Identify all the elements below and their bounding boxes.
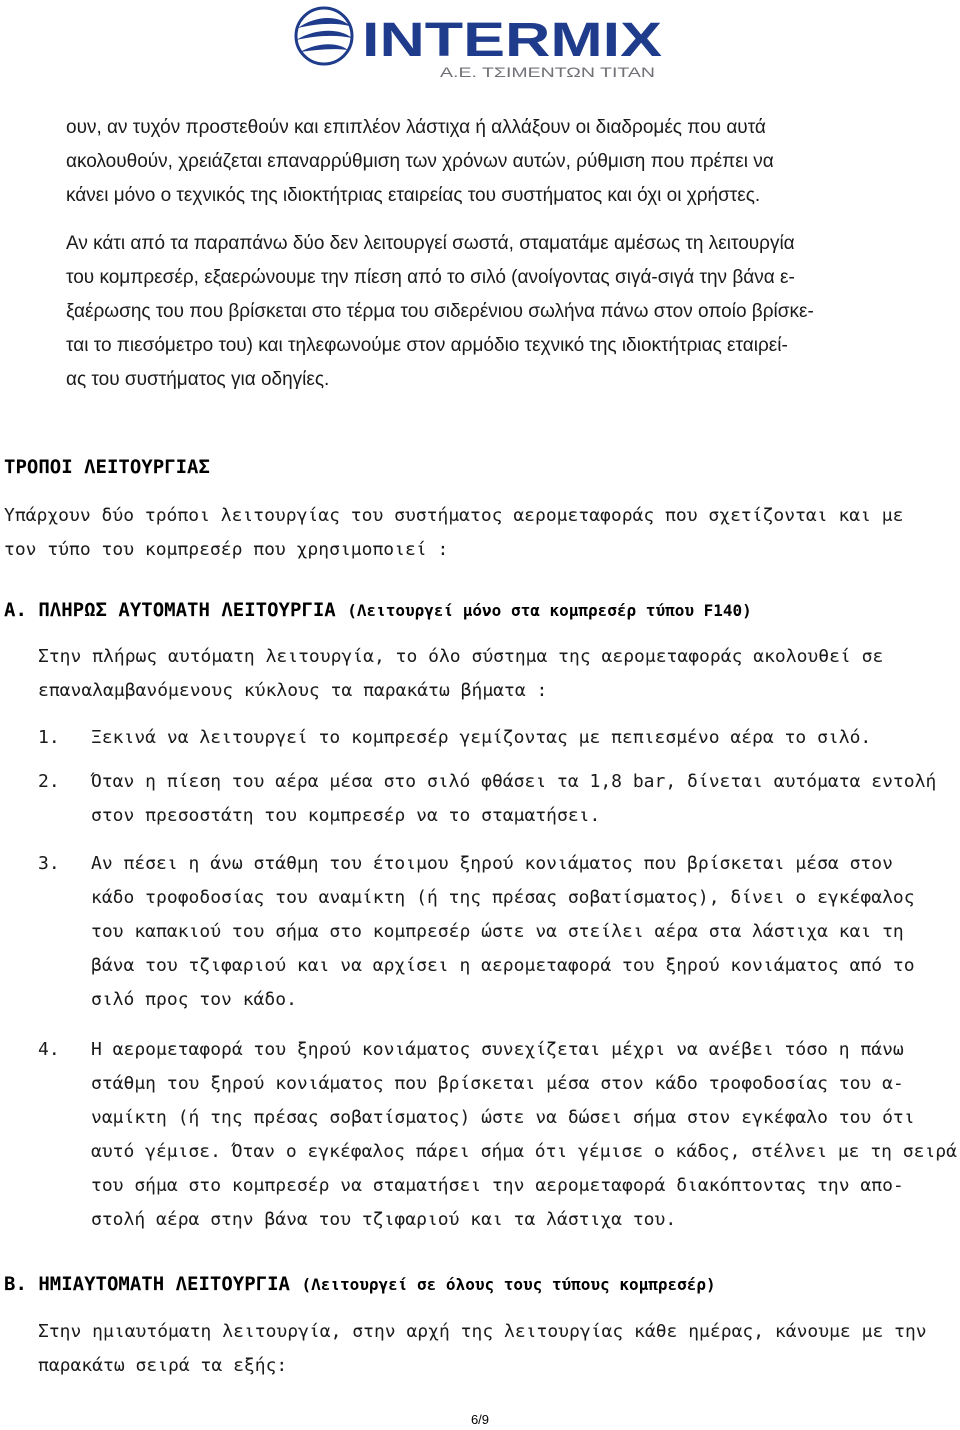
text-line: ται το πιεσόμετρο του) και τηλεφωνούμε στον αρμόδιο τεχνικό της ιδιοκτήτριας εταιρεί- [66, 335, 788, 356]
text-line: στολή αέρα στην βάνα του τζιφαριού και τα λάστιχα του. [91, 1209, 677, 1230]
warning-paragraph [66, 227, 928, 397]
logo-brand: INTERMIX [362, 14, 662, 67]
text-line: τον τύπο του κομπρεσέρ που χρησιμοποιεί : [4, 539, 449, 560]
text-line: του κομπρεσέρ, εξαερώνουμε την πίεση από το σιλό (ανοίγοντας σιγά-σιγά την βάνα ε- [66, 267, 795, 288]
step-2-text [91, 765, 957, 833]
text-line: επαναλαμβανόμενους κύκλους τα παρακάτω βήματα : [38, 680, 548, 701]
mode-a-subtitle: (Λειτουργεί μόνο στα κομπρεσέρ τύπου F140) [347, 601, 752, 620]
mode-b-intro [38, 1315, 958, 1383]
step-4-text [91, 1033, 957, 1237]
text-line: Αν πέσει η άνω στάθμη του έτοιμου ξηρού κονιάματος που βρίσκεται μέσα στον [91, 853, 893, 874]
mode-b-subtitle: (Λειτουργεί σε όλους τους τύπους κομπρεσέρ) [301, 1275, 716, 1294]
text-line: ναμίκτη (ή της πρέσας σοβατίσματος) ώστε να δώσει σήμα στον εγκέφαλο του ότι [91, 1107, 915, 1128]
mode-b-title: Β. ΗΜΙΑΥΤΟΜΑΤΗ ΛΕΙΤΟΥΡΓΙΑ [4, 1273, 290, 1295]
mode-a-intro [38, 640, 958, 708]
text-line: σιλό προς τον κάδο. [91, 989, 297, 1010]
text-line: ακολουθούν, χρειάζεται επαναρρύθμιση των χρόνων αυτών, ρύθμιση που πρέπει να [66, 151, 774, 172]
text-line: του σήμα στο κομπρεσέρ να σταματήσει την αερομεταφορά διακόπτοντας την απο- [91, 1175, 904, 1196]
text-line: Όταν η πίεση του αέρα μέσα στο σιλό φθάσει τα 1,8 bar, δίνεται αυτόματα εντολή [91, 771, 937, 792]
mode-a-heading [4, 599, 752, 621]
text-line: Στην ημιαυτόματη λειτουργία, στην αρχή της λειτουργίας κάθε ημέρας, κάνουμε με την [38, 1321, 927, 1342]
text-line: Η αερομεταφορά του ξηρού κονιάματος συνεχίζεται μέχρι να ανέβει τόσο η πάνω [91, 1039, 904, 1060]
section-intro [4, 499, 954, 567]
intro-paragraph [66, 111, 928, 213]
text-line: στον πρεσοστάτη του κομπρεσέρ να το σταματήσει. [91, 805, 601, 826]
mode-b-heading [4, 1273, 716, 1295]
step-3-text [91, 847, 957, 1017]
text-line: Στην πλήρως αυτόματη λειτουργία, το όλο σύστημα της αερομεταφοράς ακολουθεί σε [38, 646, 884, 667]
mode-a-title: Α. ΠΛΗΡΩΣ ΑΥΤΟΜΑΤΗ ΛΕΙΤΟΥΡΓΙΑ [4, 599, 336, 621]
text-line: βάνα του τζιφαριού και να αρχίσει η αερομεταφορά του ξηρού κονιάματος από το [91, 955, 915, 976]
page-number: 6/9 [470, 1412, 490, 1427]
text-line: κάνει μόνο ο τεχνικός της ιδιοκτήτριας εταιρείας του συστήματος και όχι οι χρήστες. [66, 185, 761, 206]
text-line: του καπακιού του σήμα στο κομπρεσέρ ώστε να στείλει αέρα στα λάστιχα και τη [91, 921, 904, 942]
text-line: Ξεκινά να λειτουργεί το κομπρεσέρ γεμίζοντας με πεπιεσμένο αέρα το σιλό. [91, 727, 872, 748]
globe-icon [296, 8, 352, 64]
section-title: ΤΡΟΠΟΙ ΛΕΙΤΟΥΡΓΙΑΣ [4, 456, 210, 478]
intermix-logo [290, 0, 690, 82]
step-number: 3. [38, 853, 60, 874]
text-line: παρακάτω σειρά τα εξής: [38, 1355, 288, 1376]
step-number: 4. [38, 1039, 60, 1060]
text-line: κάδο τροφοδοσίας του αναμίκτη (ή της πρέσας σοβατίσματος), δίνει ο εγκέφαλος [91, 887, 915, 908]
step-number: 2. [38, 771, 60, 792]
step-1-text [91, 721, 957, 755]
text-line: ας του συστήματος για οδηγίες. [66, 369, 330, 390]
text-line: αυτό γέμισε. Όταν ο εγκέφαλος πάρει σήμα ότι γέμισε ο κάδος, στέλνει με τη σειρά [91, 1141, 957, 1162]
text-line: στάθμη του ξηρού κονιάματος που βρίσκεται μέσα στον κάδο τροφοδοσίας του α- [91, 1073, 904, 1094]
text-line: Αν κάτι από τα παραπάνω δύο δεν λειτουργεί σωστά, σταματάμε αμέσως τη λειτουργία [66, 233, 795, 254]
text-line: ουν, αν τυχόν προστεθούν και επιπλέον λάστιχα ή αλλάξουν οι διαδρομές που αυτά [66, 117, 766, 138]
text-line: ξαέρωσης του που βρίσκεται στο τέρμα του σιδερένιου σωλήνα πάνω στον οποίο βρίσκε- [66, 301, 814, 322]
text-line: Υπάρχουν δύο τρόποι λειτουργίας του συστήματος αερομεταφοράς που σχετίζονται και με [4, 505, 904, 526]
step-number: 1. [38, 727, 60, 748]
logo-tagline: Α.Ε. ΤΣΙΜΕΝΤΩΝ ΤΙΤΑΝ [440, 64, 655, 80]
